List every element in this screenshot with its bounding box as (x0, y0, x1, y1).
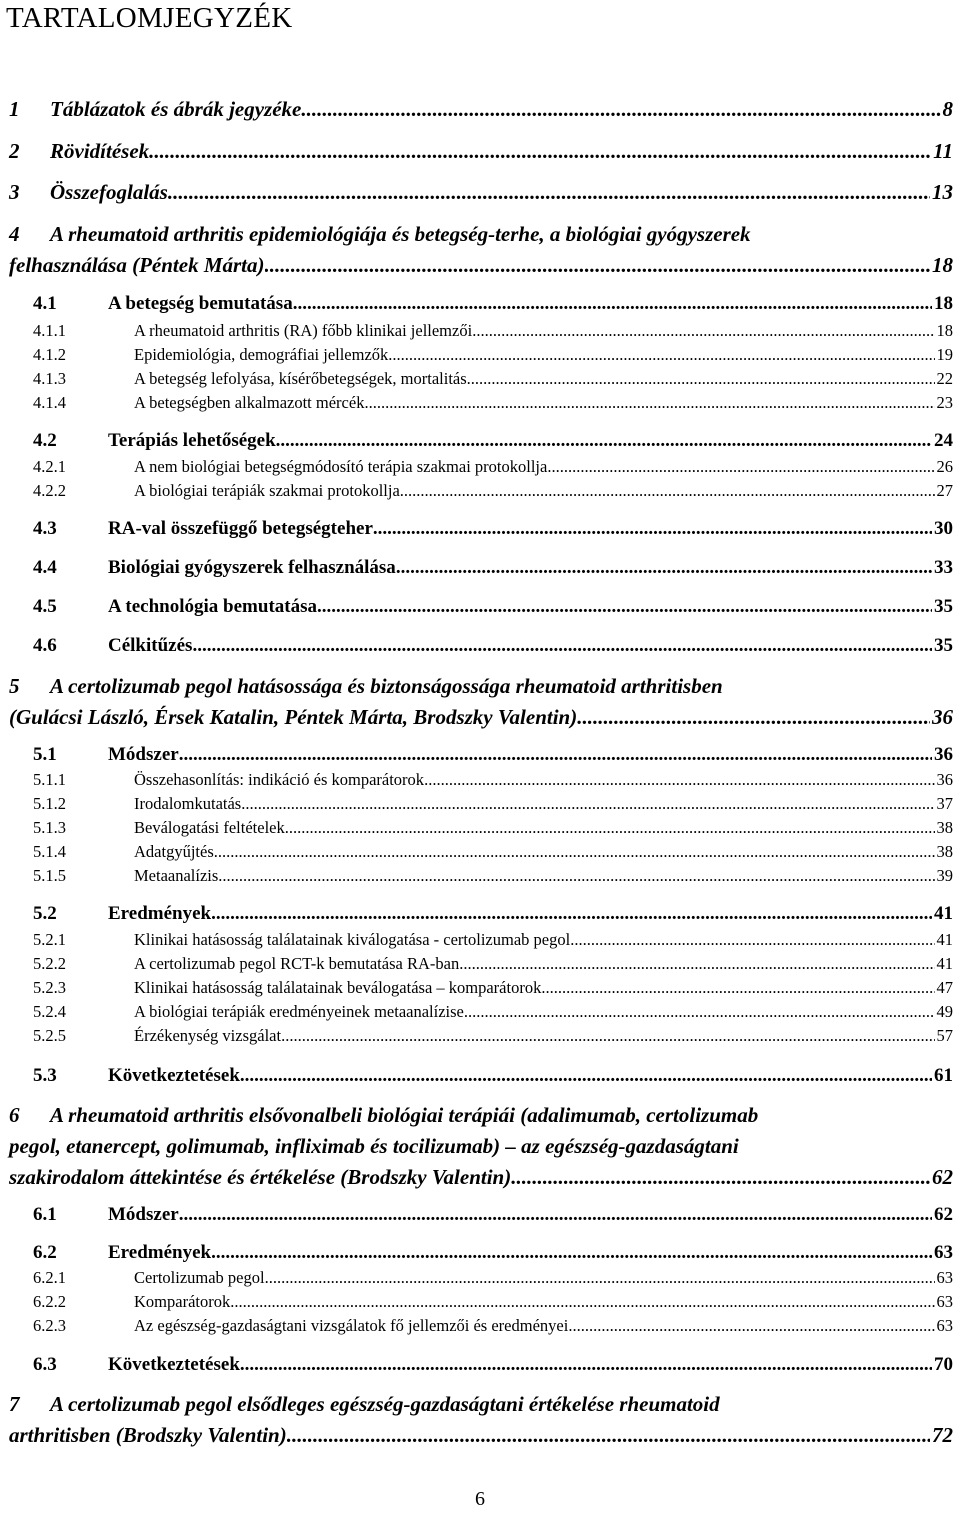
entry-title: Klinikai hatásosság találatainak beválogatása – komparátorok (134, 978, 542, 997)
entry-page: 63 (936, 1316, 953, 1335)
entry-title: A biológiai terápiák szakmai protokollja (134, 481, 400, 500)
toc-entry[interactable] (0, 792, 960, 816)
dot-leader (281, 1024, 934, 1048)
toc-entry[interactable] (0, 592, 960, 622)
toc-entry[interactable] (0, 426, 960, 456)
entry-page: 36 (932, 705, 953, 729)
entry-number: 4.1.3 (33, 369, 66, 388)
entry-page: 41 (936, 930, 953, 949)
entry-title: A technológia bemutatása (108, 596, 317, 617)
entry-title: Következtetések (108, 1354, 240, 1375)
dot-leader (388, 343, 934, 367)
entry-number: 5.2.5 (33, 1026, 66, 1045)
toc-entry[interactable] (0, 514, 960, 544)
entry-page: 57 (936, 1026, 953, 1045)
entry-number: 6 (9, 1103, 20, 1127)
entry-title: felhasználása (Péntek Márta) (9, 253, 265, 277)
dot-leader (570, 928, 934, 952)
entry-page: 18 (934, 293, 953, 314)
entry-page: 70 (934, 1354, 953, 1375)
dot-leader (240, 1350, 932, 1380)
entry-page: 62 (932, 1165, 953, 1189)
entry-number: 6.2.3 (33, 1316, 66, 1335)
entry-number: 5.3 (33, 1065, 57, 1086)
toc-entry[interactable] (0, 1238, 960, 1268)
entry-page: 8 (942, 97, 953, 121)
entry-page: 39 (936, 866, 953, 885)
dot-leader (149, 136, 931, 167)
entry-title: Terápiás lehetőségek (108, 430, 276, 451)
entry-page: 62 (934, 1204, 953, 1225)
entry-number: 2 (9, 139, 20, 163)
dot-leader (241, 792, 934, 816)
entry-page: 24 (934, 430, 953, 451)
entry-number: 4.5 (33, 596, 57, 617)
dot-leader (577, 702, 930, 733)
dot-leader (218, 864, 934, 888)
toc-entry[interactable] (0, 219, 960, 281)
toc-entry[interactable] (0, 177, 960, 208)
entry-number: 1 (9, 97, 20, 121)
toc-entry[interactable] (0, 671, 960, 733)
toc-entry[interactable] (0, 319, 960, 343)
entry-page: 49 (936, 1002, 953, 1021)
entry-title: Célkitűzés (108, 635, 193, 656)
entry-title: A nem biológiai betegségmódosító terápia szakmai protokollja (134, 457, 548, 476)
toc-entry[interactable] (0, 840, 960, 864)
toc-entry[interactable] (0, 899, 960, 929)
toc-entry[interactable] (0, 952, 960, 976)
entry-title: Eredmények (108, 1242, 212, 1263)
entry-page: 18 (936, 321, 953, 340)
toc-entry[interactable] (0, 94, 960, 125)
entry-page: 41 (934, 903, 953, 924)
entry-number: 6.3 (33, 1354, 57, 1375)
entry-page: 72 (932, 1423, 953, 1447)
entry-page: 63 (934, 1242, 953, 1263)
entry-number: 4.1.1 (33, 321, 66, 340)
dot-leader (179, 1200, 932, 1230)
entry-number: 5.1.4 (33, 842, 66, 861)
dot-leader (285, 816, 935, 840)
toc-entry[interactable] (0, 289, 960, 319)
entry-number: 4.2.1 (33, 457, 66, 476)
toc-entry[interactable] (0, 816, 960, 840)
dot-leader (301, 94, 940, 125)
toc-entry[interactable] (0, 928, 960, 952)
toc-entry[interactable] (0, 1200, 960, 1230)
entry-title: A certolizumab pegol RCT-k bemutatása RA-ban (134, 954, 460, 973)
entry-page: 38 (936, 842, 953, 861)
entry-page: 30 (934, 518, 953, 539)
dot-leader (459, 952, 934, 976)
dot-leader (230, 1290, 934, 1314)
dot-leader (568, 1314, 934, 1338)
toc-entry[interactable] (0, 367, 960, 391)
toc-entry[interactable] (0, 740, 960, 770)
entry-number: 3 (9, 180, 20, 204)
dot-leader (192, 631, 932, 661)
entry-page: 26 (936, 457, 953, 476)
toc-entry[interactable] (0, 553, 960, 583)
dot-leader (467, 367, 935, 391)
entry-page: 36 (934, 744, 953, 765)
entry-title: Módszer (108, 1204, 179, 1225)
dot-leader (472, 319, 934, 343)
dot-leader (179, 740, 932, 770)
entry-page: 13 (932, 180, 953, 204)
dot-leader (214, 840, 935, 864)
dot-leader (424, 768, 934, 792)
entry-title: A betegség bemutatása (108, 293, 293, 314)
dot-leader (276, 426, 932, 456)
entry-title: A biológiai terápiák eredményeinek metaanalízise (134, 1002, 464, 1021)
entry-number: 4.6 (33, 635, 57, 656)
entry-title: A betegség lefolyása, kísérőbetegségek, mortalitás (134, 369, 467, 388)
dot-leader (541, 976, 934, 1000)
toc-entry[interactable] (0, 343, 960, 367)
entry-page: 37 (936, 794, 953, 813)
entry-title: Metaanalízis (134, 866, 219, 885)
toc-entry[interactable] (0, 631, 960, 661)
entry-title-line: A rheumatoid arthritis epidemiológiája és betegség-terhe, a biológiai gyógyszerek (50, 222, 751, 246)
dot-leader (396, 553, 932, 583)
entry-title: Az egészség-gazdaságtani vizsgálatok fő jellemzői és eredményei (134, 1316, 569, 1335)
entry-title: Rövidítések (50, 139, 150, 163)
entry-page: 63 (936, 1268, 953, 1287)
entry-page: 11 (933, 139, 953, 163)
entry-number: 7 (9, 1392, 20, 1416)
entry-number: 5 (9, 674, 20, 698)
entry-number: 4.4 (33, 557, 57, 578)
entry-title: Eredmények (108, 903, 212, 924)
entry-title: Epidemiológia, demográfiai jellemzők (134, 345, 389, 364)
dot-leader (211, 899, 932, 929)
dot-leader (547, 455, 934, 479)
entry-title: Klinikai hatásosság találatainak kiválogatása - certolizumab pegol (134, 930, 571, 949)
toc-entry[interactable] (0, 1061, 960, 1091)
dot-leader (265, 250, 930, 281)
entry-number: 5.2.1 (33, 930, 66, 949)
entry-title: Irodalomkutatás (134, 794, 242, 813)
entry-number: 6.2 (33, 1242, 57, 1263)
dot-leader (364, 391, 934, 415)
entry-page: 35 (934, 596, 953, 617)
entry-title: Táblázatok és ábrák jegyzéke (50, 97, 302, 121)
entry-title: Biológiai gyógyszerek felhasználása (108, 557, 396, 578)
toc-entry[interactable] (0, 1389, 960, 1451)
entry-number: 5.1 (33, 744, 57, 765)
entry-number: 5.2.3 (33, 978, 66, 997)
page-number: 6 (475, 1488, 485, 1510)
entry-page: 33 (934, 557, 953, 578)
entry-title: Módszer (108, 744, 179, 765)
entry-title-line: A rheumatoid arthritis elsővonalbeli biológiai terápiái (adalimumab, certolizumab (50, 1103, 759, 1127)
entry-page: 41 (936, 954, 953, 973)
entry-title: arthritisben (Brodszky Valentin) (9, 1423, 287, 1447)
toc-entry[interactable] (0, 479, 960, 503)
entry-number: 6.2.1 (33, 1268, 66, 1287)
entry-number: 5.1.2 (33, 794, 66, 813)
entry-number: 4 (9, 222, 20, 246)
toc-entry[interactable] (0, 768, 960, 792)
entry-number: 6.1 (33, 1204, 57, 1225)
entry-number: 5.2.4 (33, 1002, 66, 1021)
toc-entry[interactable] (0, 455, 960, 479)
entry-page: 19 (936, 345, 953, 364)
entry-title: Érzékenység vizsgálat (134, 1026, 282, 1045)
entry-title: (Gulácsi László, Érsek Katalin, Péntek Márta, Brodszky Valentin) (9, 705, 578, 729)
dot-leader (511, 1162, 930, 1193)
page-title: TARTALOMJEGYZÉK (6, 2, 293, 34)
dot-leader (265, 1266, 935, 1290)
entry-number: 5.1.1 (33, 770, 66, 789)
toc-entry[interactable] (0, 976, 960, 1000)
entry-page: 18 (932, 253, 953, 277)
entry-page: 35 (934, 635, 953, 656)
entry-number: 5.1.3 (33, 818, 66, 837)
entry-number: 4.1.2 (33, 345, 66, 364)
toc-entry[interactable] (0, 1290, 960, 1314)
toc-entry[interactable] (0, 391, 960, 415)
entry-number: 4.1 (33, 293, 57, 314)
dot-leader (400, 479, 935, 503)
entry-title: A rheumatoid arthritis (RA) főbb klinikai jellemzői (134, 321, 473, 340)
toc-entry[interactable] (0, 1350, 960, 1380)
entry-page: 47 (936, 978, 953, 997)
entry-page: 27 (936, 481, 953, 500)
entry-title: Összehasonlítás: indikáció és komparátorok (134, 770, 425, 789)
dot-leader (240, 1061, 932, 1091)
toc-entry[interactable] (0, 1000, 960, 1024)
entry-title: A betegségben alkalmazott mércék (134, 393, 365, 412)
entry-title: Certolizumab pegol (134, 1268, 265, 1287)
dot-leader (464, 1000, 935, 1024)
entry-page: 38 (936, 818, 953, 837)
entry-number: 4.2.2 (33, 481, 66, 500)
entry-page: 22 (936, 369, 953, 388)
toc-entry[interactable] (0, 1100, 960, 1193)
dot-leader (211, 1238, 932, 1268)
entry-page: 23 (936, 393, 953, 412)
entry-title-line: A certolizumab pegol elsődleges egészség-gazdaságtani értékelése rheumatoid (50, 1392, 720, 1416)
entry-page: 36 (936, 770, 953, 789)
entry-page: 61 (934, 1065, 953, 1086)
entry-title-line: A certolizumab pegol hatásossága és biztonságossága rheumatoid arthritisben (50, 674, 723, 698)
entry-number: 6.2.2 (33, 1292, 66, 1311)
dot-leader (317, 592, 932, 622)
dot-leader (293, 289, 932, 319)
entry-title: RA-val összefüggő betegségteher (108, 518, 373, 539)
entry-page: 63 (936, 1292, 953, 1311)
entry-title: szakirodalom áttekintése és értékelése (Brodszky Valentin) (9, 1165, 512, 1189)
entry-title: Következtetések (108, 1065, 240, 1086)
entry-number: 4.1.4 (33, 393, 66, 412)
entry-number: 5.2.2 (33, 954, 66, 973)
toc-entry[interactable] (0, 864, 960, 888)
entry-number: 4.2 (33, 430, 57, 451)
entry-title: Adatgyűjtés (134, 842, 214, 861)
entry-title: Beválogatási feltételek (134, 818, 285, 837)
dot-leader (168, 177, 930, 208)
dot-leader (287, 1420, 930, 1451)
entry-title: Komparátorok (134, 1292, 231, 1311)
entry-title-line: pegol, etanercept, golimumab, infliximab és tocilizumab) – az egészség-gazdaságtani (9, 1134, 739, 1158)
dot-leader (373, 514, 932, 544)
entry-title: Összefoglalás (50, 180, 168, 204)
entry-number: 5.2 (33, 903, 57, 924)
entry-number: 5.1.5 (33, 866, 66, 885)
entry-number: 4.3 (33, 518, 57, 539)
toc-entry[interactable] (0, 1314, 960, 1338)
toc-entry[interactable] (0, 1266, 960, 1290)
toc-entry[interactable] (0, 1024, 960, 1048)
toc-entry[interactable] (0, 136, 960, 167)
